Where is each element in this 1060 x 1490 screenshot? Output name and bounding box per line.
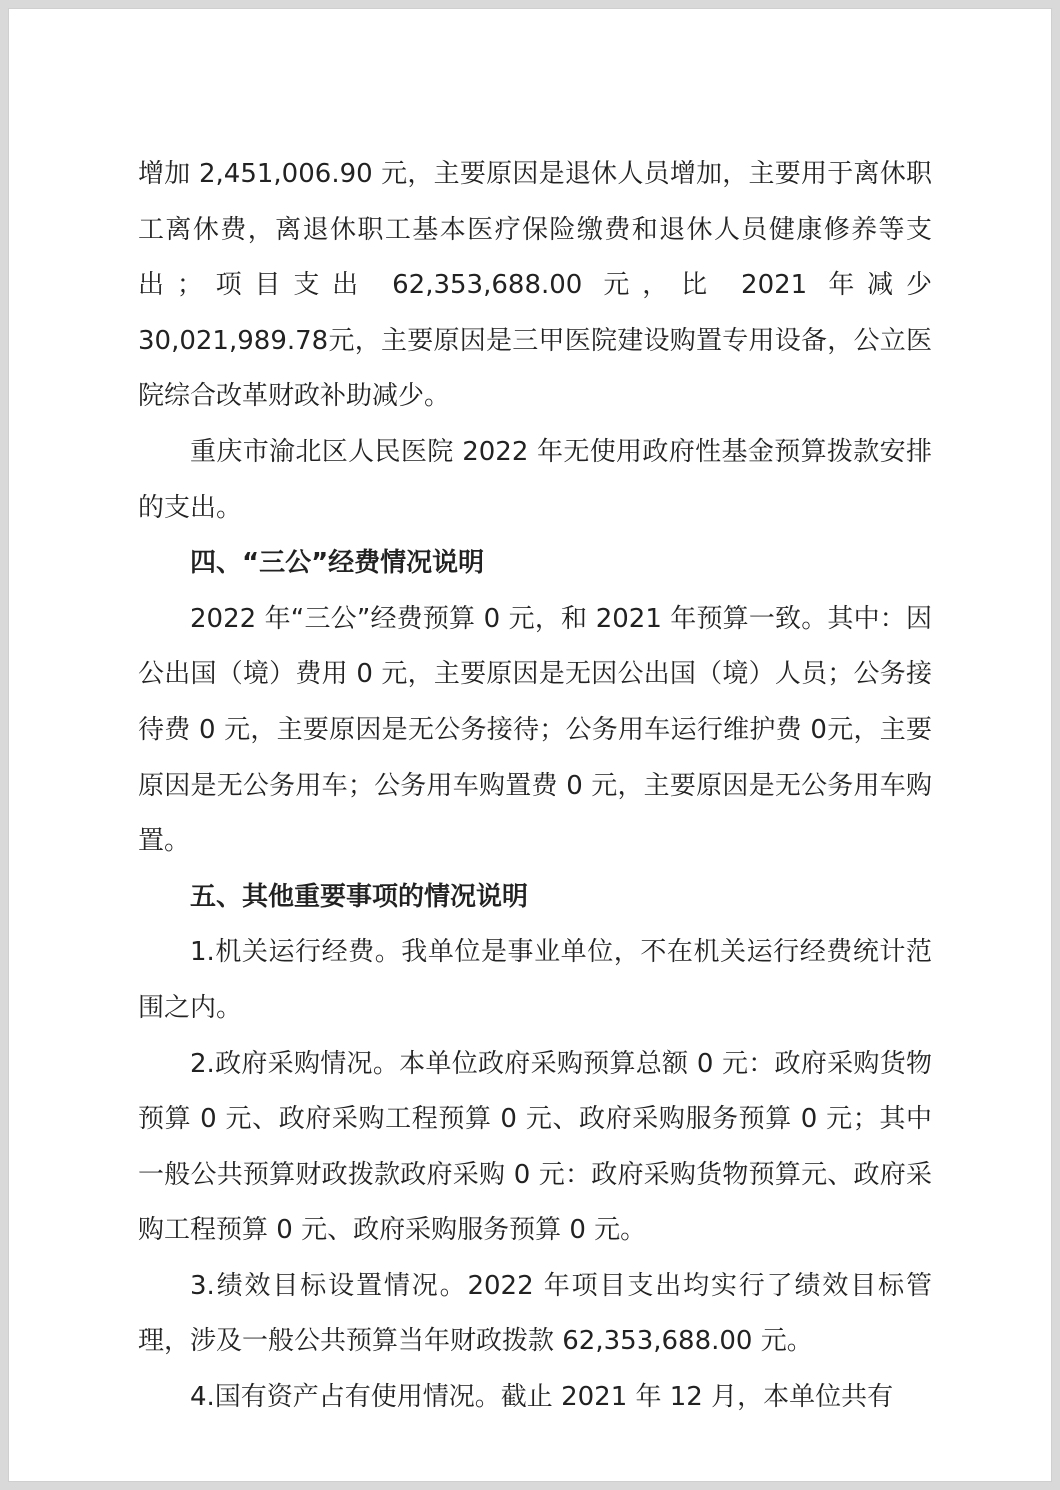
paragraph-government-fund: 重庆市渝北区人民医院 2022 年无使用政府性基金预算拨款安排的支出。 [138,436,932,523]
section-heading-other-matters: 五、其他重要事项的情况说明 [190,881,529,912]
paragraph-government-procurement: 2.政府采购情况。本单位政府采购预算总额 0 元：政府采购货物预算 0 元、政府采购工程预算 0 元、政府采购服务预算 0 元；其中一般公共预算财政拨款政府采购 0 元：政府采购货物预算元、政府采购工程预算 0 元、政府采购服务预算 0 元。 [138,1048,932,1246]
section-heading-three-public: 四、“三公”经费情况说明 [190,548,485,579]
document-page [9,9,1051,1481]
paragraph-state-assets: 4.国有资产占有使用情况。截止 2021 年 12 月，本单位共有 [190,1382,894,1413]
paragraph-operating-expenses: 1.机关运行经费。我单位是事业单位，不在机关运行经费统计范围之内。 [138,937,932,1023]
paragraph-performance-targets: 3.绩效目标设置情况。2022 年项目支出均实行了绩效目标管理，涉及一般公共预算当年财政拨款 62,353,688.00 元。 [138,1270,932,1357]
paragraph-expenditure-details: 增加 2,451,006.90 元，主要原因是退休人员增加，主要用于离休职工离休费，离退休职工基本医疗保险缴费和退休人员健康修养等支出；项目支出 62,353,688.00 元，比 2021 年减少 30,021,989.78元，主要原因是三甲医院建设购置专用设备，公立医院综合改革财政补助减少。 [138,159,932,412]
document-body [138,147,932,1426]
paragraph-three-public-budget: 2022 年“三公”经费预算 0 元，和 2021 年预算一致。其中：因公出国（境）费用 0 元，主要原因是无因公出国（境）人员；公务接待费 0 元，主要原因是无公务接待；公务用车运行维护费 0元，主要原因是无公务用车；公务用车购置费 0 元，主要原因是无公务用车购置。 [138,603,932,857]
